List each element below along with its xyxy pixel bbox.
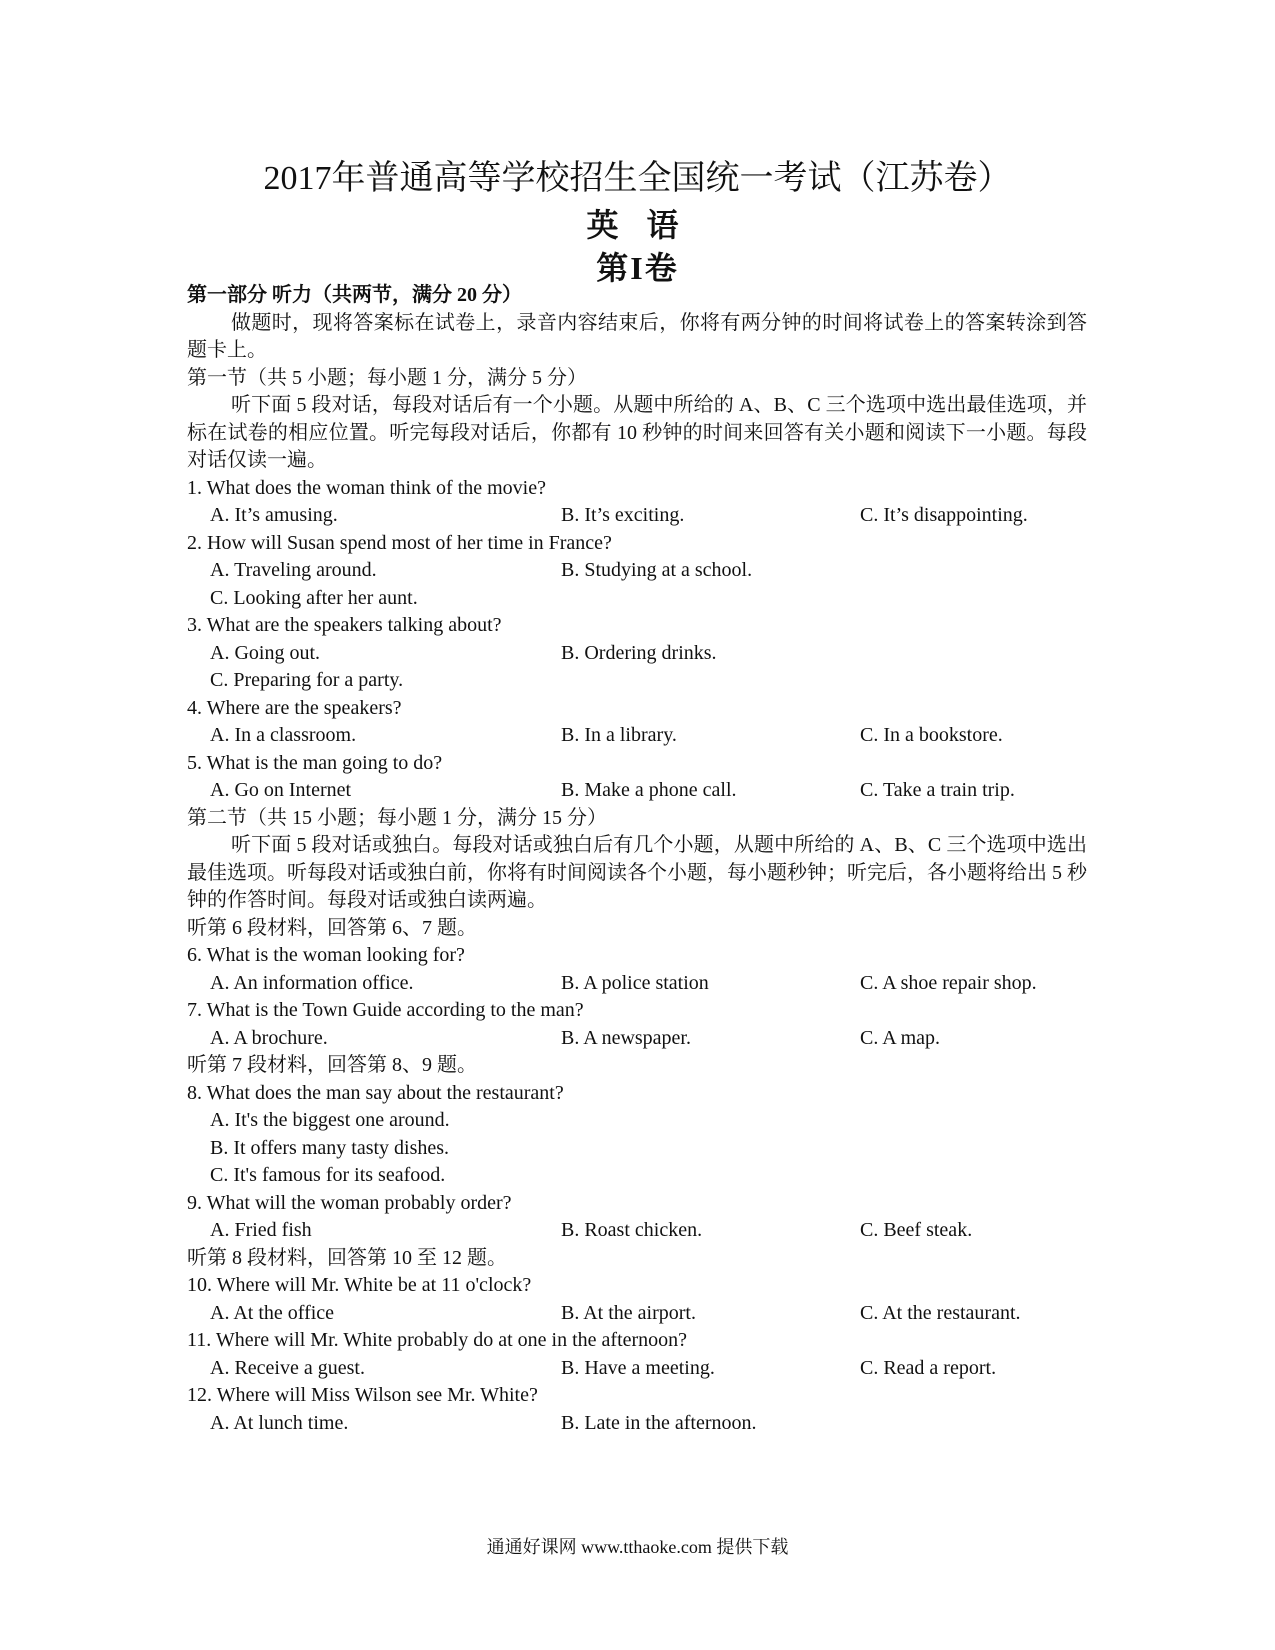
option-a: A. Receive a guest. — [210, 1356, 365, 1379]
option-c: C. A shoe repair shop. — [860, 971, 1037, 994]
question-stem: 5. What is the man going to do? — [187, 751, 443, 774]
question-stem: 9. What will the woman probably order? — [187, 1191, 512, 1214]
option-b: B. In a library. — [561, 724, 677, 746]
question-stem: 6. What is the woman looking for? — [187, 944, 465, 966]
question-options — [187, 557, 1087, 585]
option-b: B. At the airport. — [561, 1301, 696, 1324]
option-b: B. Have a meeting. — [561, 1356, 715, 1379]
page-footer: 通通好课网 www.tthaoke.com 提供下载 — [486, 1537, 789, 1557]
question-stem: 1. What does the woman think of the movie? — [187, 476, 546, 499]
option-a: A. Going out. — [210, 641, 320, 664]
option-b: B. Late in the afternoon. — [561, 1411, 757, 1434]
material-note: 听第 6 段材料，回答第 6、7 题。 — [187, 916, 477, 939]
volume-title: 第I卷 — [596, 250, 679, 286]
option-a: A. Fried fish — [210, 1219, 312, 1241]
option-a: A. At lunch time. — [210, 1411, 349, 1434]
section2-instructions: 听下面 5 段对话或独白。每段对话或独白后有几个小题，从题中所给的 A、B、C 三个选项中选出最佳选项。听每段对话或独白前，你将有时间阅读各个小题，每小题秒钟；听完后，各小题将给出 5 秒钟的作答时间。每段对话或独白读两遍。 — [187, 834, 1087, 911]
option-b: B. A newspaper. — [561, 1026, 691, 1049]
option-a: A. Traveling around. — [210, 559, 377, 581]
exam-title: 2017年普通高等学校招生全国统一考试（江苏卷） — [263, 160, 1012, 197]
option-c: C. Beef steak. — [860, 1219, 973, 1241]
option-c: C. It's famous for its seafood. — [210, 1164, 446, 1186]
option-a: A. It's the biggest one around. — [210, 1109, 450, 1131]
part1-intro: 做题时，现将答案标在试卷上，录音内容结束后，你将有两分钟的时间将试卷上的答案转涂到答题卡上。 — [187, 311, 1087, 361]
question-options — [187, 970, 1087, 998]
question-options — [187, 1025, 1087, 1053]
option-c: C. Read a report. — [860, 1356, 997, 1379]
question-stem: 4. Where are the speakers? — [187, 696, 402, 719]
option-c: C. A map. — [860, 1026, 941, 1049]
question-stem: 3. What are the speakers talking about? — [187, 614, 502, 636]
question-options — [187, 722, 1087, 750]
option-a: A. A brochure. — [210, 1026, 328, 1049]
option-a: A. An information office. — [210, 971, 414, 994]
material-note: 听第 8 段材料，回答第 10 至 12 题。 — [187, 1246, 507, 1269]
question-stem: 2. How will Susan spend most of her time in France? — [187, 531, 612, 554]
option-a: A. It’s amusing. — [210, 504, 338, 526]
section1-heading: 第一节（共 5 小题；每小题 1 分，满分 5 分） — [187, 366, 587, 389]
option-b: B. It’s exciting. — [561, 504, 685, 526]
option-b: B. Studying at a school. — [561, 559, 753, 581]
question-options — [187, 1217, 1087, 1245]
section1-instructions: 听下面 5 段对话，每段对话后有一个小题。从题中所给的 A、B、C 三个选项中选出最佳选项，并标在试卷的相应位置。听完每段对话后，你都有 10 秒钟的时间来回答有关小题和阅读下一小题。每段对话仅读一遍。 — [187, 394, 1087, 471]
option-c: C. Take a train trip. — [860, 779, 1015, 801]
option-c: C. At the restaurant. — [860, 1301, 1021, 1324]
material-note: 听第 7 段材料，回答第 8、9 题。 — [187, 1054, 477, 1076]
question-stem: 8. What does the man say about the restaurant? — [187, 1081, 564, 1104]
question-options — [187, 777, 1087, 805]
question-options — [187, 1300, 1087, 1328]
option-b: B. It offers many tasty dishes. — [210, 1136, 450, 1159]
option-a: A. At the office — [210, 1301, 335, 1324]
option-c: C. It’s disappointing. — [860, 504, 1028, 526]
exam-content — [187, 282, 1087, 1437]
option-b: B. Make a phone call. — [561, 779, 737, 801]
option-b: B. A police station — [561, 971, 709, 994]
option-b: B. Ordering drinks. — [561, 641, 717, 664]
option-b: B. Roast chicken. — [561, 1219, 703, 1241]
question-options — [187, 640, 1087, 668]
option-a: A. Go on Internet — [210, 779, 352, 801]
question-stem: 7. What is the Town Guide according to the man? — [187, 999, 584, 1021]
question-options — [187, 502, 1087, 530]
question-stem: 12. Where will Miss Wilson see Mr. White? — [187, 1384, 538, 1406]
question-options — [187, 1355, 1087, 1383]
section2-heading: 第二节（共 15 小题；每小题 1 分，满分 15 分） — [187, 806, 607, 829]
option-c: C. In a bookstore. — [860, 724, 1003, 746]
option-a: A. In a classroom. — [210, 724, 357, 746]
question-stem: 11. Where will Mr. White probably do at one in the afternoon? — [187, 1329, 688, 1351]
part1-heading: 第一部分 听力（共两节，满分 20 分） — [187, 284, 522, 306]
option-c: C. Looking after her aunt. — [210, 586, 418, 609]
subject-title: 英 语 — [586, 207, 689, 243]
option-c: C. Preparing for a party. — [210, 669, 404, 691]
question-options — [187, 1410, 1087, 1438]
question-stem: 10. Where will Mr. White be at 11 o'clock? — [187, 1274, 532, 1296]
